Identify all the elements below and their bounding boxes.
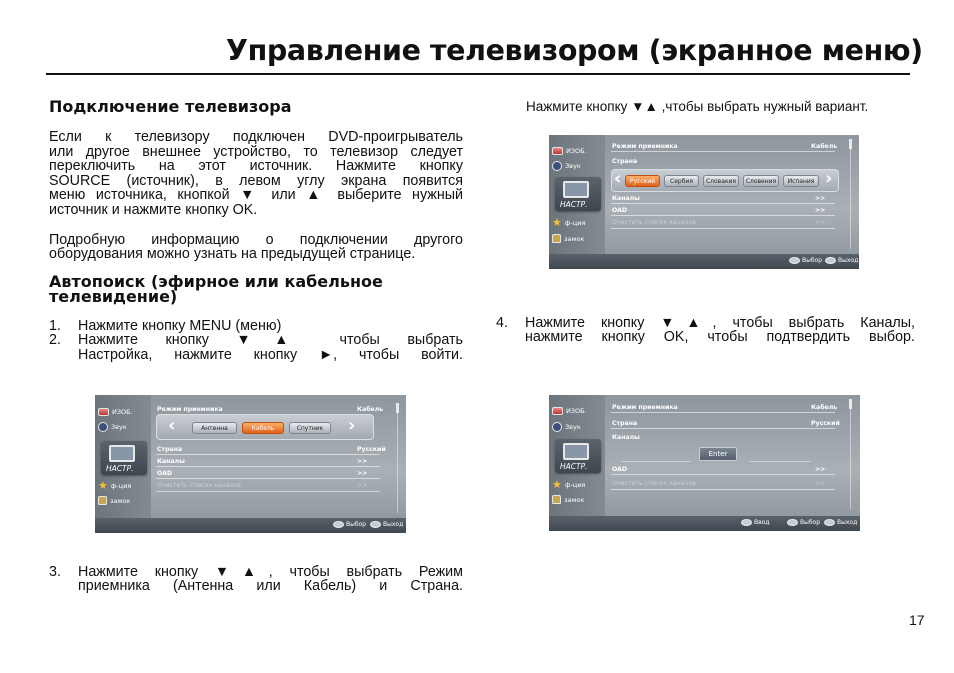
step-2-line1: 2. Нажмите кнопку ▼▲ чтобы выбрать — [49, 332, 463, 349]
value-clear-list: >> — [815, 219, 826, 226]
title-divider — [46, 73, 910, 75]
value-oad: >> — [815, 207, 826, 214]
row-oad: OAD — [612, 466, 628, 473]
star-icon: ★ — [552, 216, 562, 229]
value-clear-list: >> — [357, 482, 368, 489]
footer-exit: Выход — [370, 521, 403, 528]
step-4-line1: 4. Нажмите кнопку ▼▲, чтобы выбрать Каналы, — [496, 315, 915, 331]
footer-exit: Выход — [824, 519, 857, 526]
country-option-slovenia: Словения — [743, 175, 779, 187]
row-receiver-mode: Режим приемника — [612, 404, 678, 411]
step-2-line2: Настройка, нажмите кнопку ►, чтобы войти. — [78, 346, 463, 363]
button-oval-icon — [333, 521, 344, 528]
scrollbar — [849, 399, 852, 409]
para2-line1: Подробную информацию о подключении другого — [49, 232, 463, 248]
button-oval-icon — [370, 521, 381, 528]
row-country: Страна — [157, 446, 183, 453]
value-oad: >> — [357, 470, 368, 477]
row-oad: OAD — [157, 470, 173, 477]
country-option-russia: Русский — [625, 175, 660, 187]
section-heading-autosearch-1: Автопоиск (эфирное или кабельное — [49, 272, 383, 291]
value-country: Русский — [357, 446, 386, 453]
sidebar-item-sound: Звук — [552, 422, 581, 432]
value-channels: >> — [357, 458, 368, 465]
para1-line6: источник и нажмите кнопку OK. — [49, 202, 258, 218]
left-arrow-icon: ‹ — [614, 168, 622, 189]
mode-option-satellite: Спутник — [289, 422, 331, 434]
para1-line4: SOURCE (источник), в левом углу экрана появится — [49, 173, 463, 189]
enter-button: Enter — [699, 447, 737, 461]
row-receiver-mode: Режим приемника — [612, 143, 678, 150]
sidebar-item-picture: ИЗОБ. — [98, 408, 133, 416]
sidebar-item-setup: НАСТР. — [555, 439, 601, 473]
country-option-spain: Испания — [783, 175, 819, 187]
setup-icon — [563, 443, 589, 460]
para1-line1: Если к телевизору подключен DVD-проигрыватель — [49, 129, 463, 145]
sidebar-item-lock: замок — [552, 495, 584, 504]
sidebar-item-function: ★ ф-ция — [98, 479, 132, 492]
country-option-slovakia: Словакия — [703, 175, 739, 187]
value-oad: >> — [815, 466, 826, 473]
lock-icon — [552, 495, 561, 504]
step-1: 1. Нажмите кнопку MENU (меню) — [49, 318, 282, 334]
footer-select: Выбор — [333, 521, 366, 528]
mode-option-antenna: Антенна — [192, 422, 237, 434]
sidebar-item-lock: замок — [552, 234, 584, 243]
steps-list-3 — [49, 565, 463, 594]
setup-icon — [109, 445, 135, 462]
footer-input: Ввод — [741, 519, 769, 526]
step-4-line2: нажмите кнопку OK, чтобы подтвердить выбор. — [525, 329, 915, 346]
button-oval-icon — [825, 257, 836, 264]
section-heading-autosearch-2: телевидение) — [49, 287, 178, 306]
row-oad: OAD — [612, 207, 628, 214]
sidebar-item-picture: ИЗОБ. — [552, 147, 587, 155]
button-oval-icon — [789, 257, 800, 264]
value-clear-list: >> — [815, 480, 826, 487]
tv-picture-icon — [552, 407, 563, 415]
mode-option-cable: Кабель — [242, 422, 284, 434]
sidebar-item-setup: НАСТР. — [555, 177, 601, 211]
tv-menu-screenshot-receiver-mode — [95, 395, 406, 533]
tv-menu-screenshot-channels — [549, 395, 860, 531]
row-country: Страна — [612, 420, 638, 427]
tv-menu-screenshot-country — [549, 135, 859, 269]
para1-line3: переключить на этот источник. Нажмите кнопку — [49, 158, 463, 174]
tv-footer — [549, 516, 860, 531]
row-channels: Каналы — [612, 195, 640, 202]
button-oval-icon — [824, 519, 835, 526]
para1-line5: меню источника, кнопкой ▼ или ▲ выберите нужный — [49, 187, 463, 203]
row-clear-list: Очистить список каналов — [157, 482, 241, 489]
sidebar-item-picture: ИЗОБ. — [552, 407, 587, 415]
right-arrow-icon: › — [825, 168, 833, 189]
sidebar-item-function: ★ ф-ция — [552, 478, 586, 491]
sound-icon — [98, 422, 108, 432]
steps-list-1-2 — [49, 319, 463, 362]
footer-select: Выбор — [787, 519, 820, 526]
value-receiver-mode: Кабель — [811, 404, 838, 411]
value-country: Русский — [811, 420, 840, 427]
tv-footer — [95, 518, 406, 533]
left-arrow-icon: ‹ — [168, 415, 176, 436]
sound-icon — [552, 161, 562, 171]
country-option-serbia: Сербия — [664, 175, 699, 187]
scrollbar — [396, 403, 399, 413]
step-3-line1: 3. Нажмите кнопку ▼▲, чтобы выбрать Режим — [49, 564, 463, 580]
button-oval-icon — [741, 519, 752, 526]
step-3-line2: приемника (Антенна или Кабель) и Страна. — [78, 578, 463, 595]
para1-line2: или другое внешнее устройство, то телевизор следует — [49, 144, 463, 160]
scrollbar — [849, 139, 852, 149]
sidebar-item-sound: Звук — [98, 422, 127, 432]
lock-icon — [98, 496, 107, 505]
right-arrow-icon: › — [348, 415, 356, 436]
page-number: 17 — [909, 612, 925, 628]
row-receiver-mode: Режим приемника — [157, 406, 223, 413]
para2-line2: оборудования можно узнать на предыдущей странице. — [49, 246, 416, 262]
button-oval-icon — [787, 519, 798, 526]
tv-picture-icon — [98, 408, 109, 416]
star-icon: ★ — [552, 478, 562, 491]
right-intro: Нажмите кнопку ▼▲ ,чтобы выбрать нужный вариант. — [526, 99, 869, 114]
row-clear-list: Очистить список каналов — [612, 480, 696, 487]
lock-icon — [552, 234, 561, 243]
sidebar-item-sound: Звук — [552, 161, 581, 171]
footer-select: Выбор — [789, 257, 822, 264]
row-country: Страна — [612, 158, 638, 165]
value-receiver-mode: Кабель — [811, 143, 838, 150]
row-channels: Каналы — [612, 434, 640, 441]
row-clear-list: Очистить список каналов — [612, 219, 696, 226]
sidebar-item-setup: НАСТР. — [101, 441, 147, 475]
tv-picture-icon — [552, 147, 563, 155]
star-icon: ★ — [98, 479, 108, 492]
sidebar-item-function: ★ ф-ция — [552, 216, 586, 229]
steps-list-4 — [496, 316, 915, 345]
row-channels: Каналы — [157, 458, 185, 465]
sidebar-item-lock: замок — [98, 496, 130, 505]
setup-icon — [563, 181, 589, 198]
footer-exit: Выход — [825, 257, 858, 264]
value-channels: >> — [815, 195, 826, 202]
section-heading-connection: Подключение телевизора — [49, 97, 292, 116]
sound-icon — [552, 422, 562, 432]
value-receiver-mode: Кабель — [357, 406, 384, 413]
page-title: Управление телевизором (экранное меню) — [226, 34, 923, 67]
tv-footer — [549, 254, 859, 269]
